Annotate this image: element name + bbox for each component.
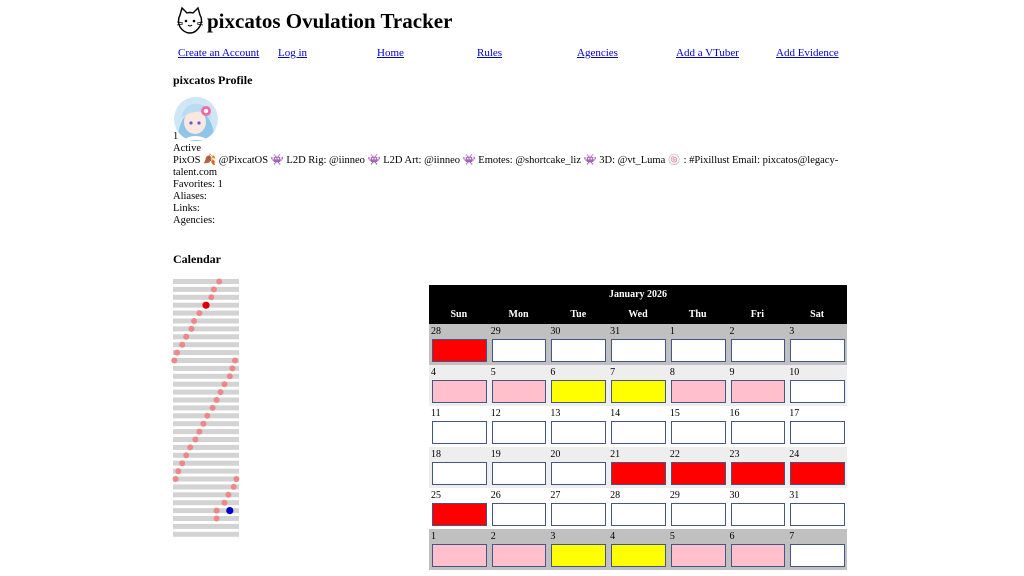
day-status-box[interactable]: [731, 380, 786, 403]
chart-row-bar: [173, 405, 239, 410]
chart-point: [222, 500, 228, 506]
calendar-day: [548, 447, 608, 488]
day-status-box[interactable]: [671, 462, 726, 485]
day-status-box[interactable]: [790, 503, 845, 526]
calendar-day: [608, 488, 668, 529]
day-number: 4: [610, 531, 616, 542]
nav-link-create-an-account[interactable]: Create an Account: [178, 47, 260, 59]
calendar-week: [429, 488, 847, 529]
day-status-box[interactable]: [731, 339, 786, 362]
chart-point: [202, 302, 209, 309]
chart-row-bar: [173, 295, 239, 300]
day-status-box[interactable]: [790, 339, 845, 362]
profile-agencies: Agencies:: [173, 215, 215, 226]
chart-row-bar: [173, 453, 239, 458]
chart-point: [183, 334, 189, 340]
calendar-day: [787, 529, 847, 570]
chart-row-bar: [173, 311, 239, 316]
day-number: 13: [550, 408, 561, 419]
day-status-box[interactable]: [790, 421, 845, 444]
nav-link-agencies[interactable]: Agencies: [577, 47, 618, 59]
day-status-box[interactable]: [611, 503, 666, 526]
site-header: [175, 4, 452, 38]
chart-point: [175, 468, 181, 474]
day-status-box[interactable]: [671, 544, 726, 567]
day-status-box[interactable]: [790, 544, 845, 567]
chart-row-bar: [173, 445, 239, 450]
day-number: 31: [610, 326, 621, 337]
site-title: pixcatos Ovulation Tracker: [207, 8, 453, 33]
day-number: 3: [789, 326, 795, 337]
calendar-day: [429, 488, 489, 529]
day-number: 16: [729, 408, 740, 419]
calendar-day: [728, 488, 788, 529]
nav-link-log-in[interactable]: Log in: [278, 47, 308, 59]
cat-face-icon: [175, 6, 205, 36]
chart-point: [191, 318, 197, 324]
chart-row-bar: [173, 484, 239, 489]
calendar-day: [489, 529, 549, 570]
calendar-day: [548, 406, 608, 447]
calendar-day: [668, 406, 728, 447]
calendar-week: [429, 365, 847, 406]
chart-row-bar: [173, 350, 239, 355]
calendar-day: [668, 365, 728, 406]
day-number: 19: [490, 449, 501, 460]
day-status-box[interactable]: [432, 503, 487, 526]
calendar-day: [608, 447, 668, 488]
chart-row-bar: [173, 279, 239, 284]
calendar-day: [489, 365, 549, 406]
day-number: 22: [669, 449, 680, 460]
day-status-box[interactable]: [731, 421, 786, 444]
chart-row-bar: [173, 500, 239, 505]
chart-point: [187, 444, 193, 450]
chart-point: [211, 286, 217, 292]
chart-point: [218, 389, 224, 395]
day-status-box[interactable]: [611, 462, 666, 485]
day-number: 23: [729, 449, 740, 460]
day-number: 30: [550, 326, 561, 337]
calendar-day: [429, 365, 489, 406]
calendar-table: [429, 285, 847, 570]
day-status-box[interactable]: [671, 339, 726, 362]
calendar-heading: Calendar: [173, 252, 221, 266]
day-status-box[interactable]: [492, 421, 547, 444]
calendar-day: [668, 447, 728, 488]
profile-status: Active: [173, 143, 201, 154]
cycle-chart: [173, 279, 241, 539]
calendar-day: [668, 529, 728, 570]
chart-row-bar: [173, 516, 239, 521]
day-number: 7: [789, 531, 795, 542]
chart-point: [216, 279, 222, 285]
day-number: 11: [431, 408, 441, 419]
calendar-day: [489, 488, 549, 529]
chart-point: [214, 516, 220, 522]
day-status-box[interactable]: [432, 380, 487, 403]
calendar-day: [787, 488, 847, 529]
nav-link-home[interactable]: Home: [377, 47, 404, 59]
calendar-day: [548, 365, 608, 406]
calendar-day: [429, 324, 489, 365]
calendar-day: [548, 529, 608, 570]
calendar-week: [429, 529, 847, 570]
chart-row-bar: [173, 382, 239, 387]
day-status-box[interactable]: [611, 339, 666, 362]
chart-point: [183, 452, 189, 458]
chart-row-bar: [173, 319, 239, 324]
calendar-day: [728, 365, 788, 406]
weekday-thu: Thu: [668, 304, 728, 324]
chart-row-bar: [173, 477, 239, 482]
day-status-box[interactable]: [671, 380, 726, 403]
chart-point: [214, 508, 220, 514]
calendar-day: [429, 406, 489, 447]
calendar-day: [608, 406, 668, 447]
calendar-day: [608, 324, 668, 365]
profile-rank: 1: [173, 131, 179, 142]
day-status-box[interactable]: [731, 503, 786, 526]
day-status-box[interactable]: [790, 462, 845, 485]
chart-point: [208, 294, 214, 300]
weekday-wed: Wed: [608, 304, 668, 324]
day-status-box[interactable]: [432, 544, 487, 567]
chart-point: [232, 358, 238, 364]
day-number: 18: [431, 449, 441, 460]
day-number: 1: [431, 531, 436, 542]
day-number: 24: [789, 449, 800, 460]
day-number: 28: [610, 490, 621, 501]
day-number: 29: [490, 326, 501, 337]
day-number: 6: [729, 531, 735, 542]
chart-row-bar: [173, 334, 239, 339]
chart-point: [173, 476, 179, 482]
day-status-box[interactable]: [731, 462, 786, 485]
profile-links: Links:: [173, 203, 200, 214]
day-number: 7: [610, 367, 616, 378]
calendar-day: [548, 488, 608, 529]
calendar-day: [668, 324, 728, 365]
day-number: 2: [490, 531, 496, 542]
day-number: 6: [550, 367, 556, 378]
calendar-day: [608, 365, 668, 406]
profile-info: [173, 131, 848, 227]
calendar-day: [668, 488, 728, 529]
calendar-week: [429, 447, 847, 488]
chart-row-bar: [173, 398, 239, 403]
day-number: 17: [789, 408, 800, 419]
day-number: 27: [550, 490, 561, 501]
day-status-box[interactable]: [432, 462, 487, 485]
day-status-box[interactable]: [492, 544, 547, 567]
chart-point: [226, 507, 233, 514]
calendar-day: [787, 365, 847, 406]
day-status-box[interactable]: [551, 462, 606, 485]
calendar-day: [787, 447, 847, 488]
chart-row-bar: [173, 429, 239, 434]
calendar-day: [608, 529, 668, 570]
day-number: 31: [789, 490, 800, 501]
day-status-box[interactable]: [731, 544, 786, 567]
day-number: 1: [669, 326, 675, 337]
chart-point: [214, 397, 220, 403]
day-number: 4: [431, 367, 436, 378]
chart-point: [210, 405, 216, 411]
weekday-sun: Sun: [429, 304, 489, 324]
day-number: 15: [669, 408, 680, 419]
day-status-box[interactable]: [551, 544, 606, 567]
day-number: 5: [490, 367, 496, 378]
day-number: 2: [729, 326, 735, 337]
chart-row-bar: [173, 287, 239, 292]
calendar-week: [429, 406, 847, 447]
day-number: 29: [669, 490, 680, 501]
chart-row-bar: [173, 437, 239, 442]
chart-row-bar: [173, 390, 239, 395]
chart-row-bar: [173, 524, 239, 529]
day-number: 28: [431, 326, 441, 337]
weekday-sat: Sat: [787, 304, 847, 324]
chart-point: [192, 437, 198, 443]
day-status-box[interactable]: [432, 421, 487, 444]
day-number: 30: [729, 490, 740, 501]
day-status-box[interactable]: [551, 421, 606, 444]
weekday-fri: Fri: [728, 304, 788, 324]
chart-point: [222, 381, 228, 387]
calendar-day: [728, 447, 788, 488]
day-number: 5: [669, 531, 675, 542]
chart-point: [225, 492, 231, 498]
chart-row-bar: [173, 326, 239, 331]
chart-point: [171, 358, 177, 364]
calendar-day: [429, 529, 489, 570]
chart-point: [231, 484, 237, 490]
day-status-box[interactable]: [611, 380, 666, 403]
chart-row-bar: [173, 532, 239, 537]
calendar-day: [429, 447, 489, 488]
calendar-day: [489, 406, 549, 447]
chart-point: [200, 421, 206, 427]
calendar-day: [728, 529, 788, 570]
day-number: 8: [669, 367, 675, 378]
day-number: 25: [431, 490, 441, 501]
chart-point: [229, 365, 235, 371]
day-number: 9: [729, 367, 735, 378]
day-status-box[interactable]: [671, 503, 726, 526]
chart-point: [196, 429, 202, 435]
calendar-month-label: January 2026: [429, 285, 847, 304]
day-status-box[interactable]: [551, 503, 606, 526]
day-number: 12: [490, 408, 501, 419]
calendar-day: [548, 324, 608, 365]
day-status-box[interactable]: [671, 421, 726, 444]
day-status-box[interactable]: [611, 544, 666, 567]
profile-favorites: Favorites: 1: [173, 179, 223, 190]
day-status-box[interactable]: [492, 380, 547, 403]
day-number: 3: [550, 531, 556, 542]
day-number: 26: [490, 490, 501, 501]
calendar-day: [787, 324, 847, 365]
nav-link-rules[interactable]: Rules: [477, 47, 503, 59]
chart-point: [204, 413, 210, 419]
day-number: 10: [789, 367, 800, 378]
profile-aliases: Aliases:: [173, 191, 207, 202]
nav-link-add-a-vtuber[interactable]: Add a VTuber: [676, 47, 739, 59]
day-status-box[interactable]: [551, 380, 606, 403]
chart-point: [179, 460, 185, 466]
calendar-day: [728, 406, 788, 447]
chart-row-bar: [173, 366, 239, 371]
day-status-box[interactable]: [790, 380, 845, 403]
day-status-box[interactable]: [551, 339, 606, 362]
weekday-tue: Tue: [548, 304, 608, 324]
day-status-box[interactable]: [492, 503, 547, 526]
chart-point: [196, 310, 202, 316]
chart-point: [179, 342, 185, 348]
day-status-box[interactable]: [492, 462, 547, 485]
chart-point: [227, 373, 233, 379]
chart-row-bar: [173, 469, 239, 474]
day-number: 20: [550, 449, 561, 460]
calendar-day: [489, 447, 549, 488]
chart-point: [233, 476, 239, 482]
profile-bio: PixOS 🍂 @PixcatOS 👾 L2D Rig: @iinneo 👾 L2D Art: @iinneo 👾 Emotes: @shortcake_liz 👾 3D: @vt_Luma 🍥 : #Pixillust Email: pixcatos@legacy-talent.com: [173, 155, 839, 178]
calendar-week: [429, 324, 847, 365]
day-status-box[interactable]: [611, 421, 666, 444]
day-number: 21: [610, 449, 621, 460]
calendar-day: [787, 406, 847, 447]
day-status-box[interactable]: [432, 339, 487, 362]
chart-row-bar: [173, 358, 239, 363]
chart-point: [174, 350, 180, 356]
calendar-day: [728, 324, 788, 365]
profile-heading: pixcatos Profile: [173, 73, 253, 87]
day-number: 14: [610, 408, 621, 419]
weekday-mon: Mon: [489, 304, 549, 324]
calendar-day: [489, 324, 549, 365]
chart-point: [189, 326, 195, 332]
day-status-box[interactable]: [492, 339, 547, 362]
nav-link-add-evidence[interactable]: Add Evidence: [776, 47, 839, 59]
